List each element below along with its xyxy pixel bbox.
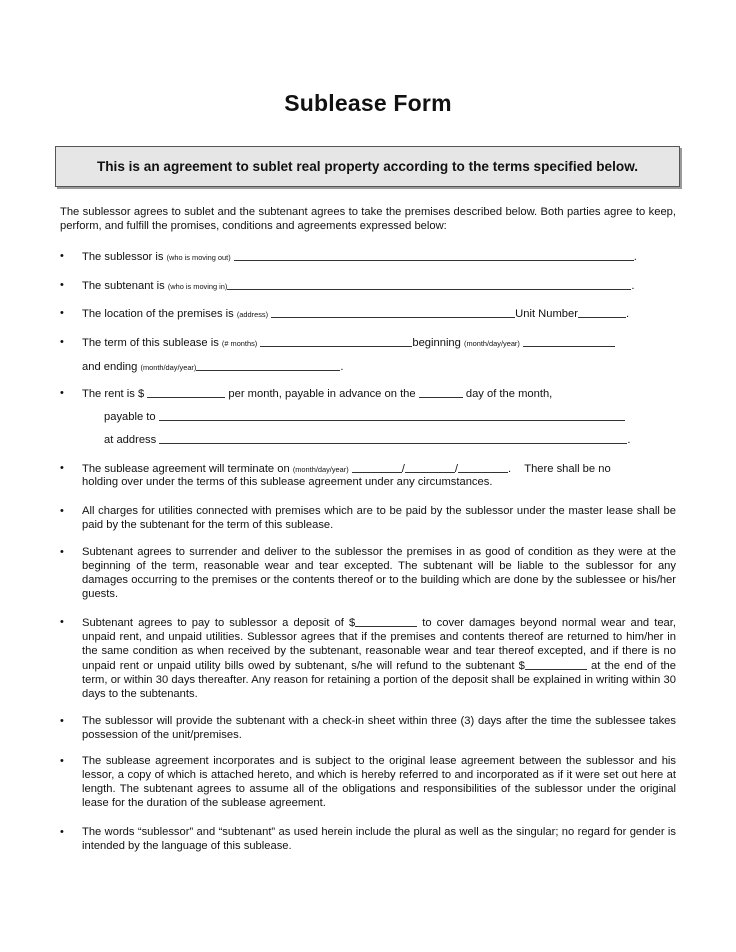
deposit-paragraph	[82, 615, 676, 701]
banner-text: This is an agreement to sublet real property according to the terms specified below.	[96, 159, 639, 174]
refund-amount-field[interactable]	[525, 659, 587, 670]
terminate-text: The sublease agreement will terminate on	[82, 463, 290, 475]
beginning-label: beginning	[412, 337, 461, 349]
beginning-date-field[interactable]	[523, 336, 615, 347]
period: .	[508, 463, 512, 475]
location-line	[82, 306, 629, 322]
payable-to-line	[104, 409, 625, 424]
bullet: •	[60, 755, 64, 767]
deposit-amount-field[interactable]	[355, 616, 417, 627]
deposit-text-a: Subtenant agrees to pay to sublessor a deposit of $	[82, 617, 356, 629]
at-address-label: at address	[104, 434, 157, 446]
ending-date-field[interactable]	[196, 360, 340, 371]
sublessor-name-field[interactable]	[234, 250, 634, 261]
deposit-text-c: at the end of the term, or within 30 days thereafter. Any reason for retaining a portion of the deposit shall be explained in writing within 30 days to the subtenants.	[82, 660, 676, 700]
bullet: •	[60, 715, 64, 727]
rent-amount-field[interactable]	[147, 387, 225, 398]
at-address-line	[104, 432, 630, 447]
payable-address-field[interactable]	[159, 433, 627, 444]
unit-label: Unit Number	[515, 308, 578, 320]
period: .	[627, 434, 631, 446]
beginning-hint: (month/day/year)	[463, 339, 520, 348]
terminate-text-end: There shall be no	[524, 463, 611, 475]
period: .	[625, 308, 630, 320]
term-line	[82, 335, 615, 351]
terminate-year-field[interactable]	[458, 462, 508, 473]
rent-mid-text: per month, payable in advance on the	[228, 388, 416, 400]
payable-to-label: payable to	[104, 411, 156, 423]
bullet: •	[60, 616, 64, 628]
bullet: •	[60, 336, 64, 348]
ending-label: and ending	[82, 361, 138, 373]
terminate-month-field[interactable]	[352, 462, 402, 473]
agreement-banner	[55, 146, 680, 187]
payable-to-field[interactable]	[159, 410, 625, 421]
bullet: •	[60, 250, 64, 262]
utilities-paragraph: All charges for utilities connected with premises which are to be paid by the sublessor under the master lease shall be paid by the subtenant for the term of this sublease.	[82, 505, 676, 531]
terminate-day-field[interactable]	[405, 462, 455, 473]
term-months-field[interactable]	[260, 336, 412, 347]
terminate-hint: (month/day/year)	[292, 465, 349, 474]
term-label: The term of this sublease is	[82, 337, 219, 349]
bullet: •	[60, 307, 64, 319]
ending-hint: (month/day/year)	[140, 363, 197, 372]
subtenant-line	[82, 278, 635, 294]
sublessor-line	[82, 249, 637, 265]
slash: /	[454, 463, 459, 475]
bullet: •	[60, 462, 64, 474]
words-paragraph: The words “sublessor” and “subtenant” as used herein include the plural as well as the singular; no regard for gender is intended by the language of this sublease.	[82, 826, 676, 852]
checkin-paragraph: The sublessor will provide the subtenant with a check-in sheet within three (3) days after the time the sublessee takes possession of the unit/premises.	[82, 715, 676, 741]
rent-day-field[interactable]	[419, 387, 463, 398]
period: .	[631, 280, 635, 292]
period: .	[340, 361, 344, 373]
page-title: Sublease Form	[284, 90, 452, 116]
ending-line	[82, 359, 343, 375]
premises-address-field[interactable]	[271, 307, 515, 318]
subtenant-hint: (who is moving in)	[167, 282, 228, 291]
surrender-paragraph: Subtenant agrees to surrender and deliver to the sublessor the premises in as good of condition as they were at the beginning of the term, reasonable wear and tear excepted. The subtenant will be liable to the sublessor for any damages occurring to the premises or the contents thereof or to the building which are done by the sublessee or his/her guests.	[82, 546, 676, 600]
period: .	[633, 251, 637, 263]
bullet: •	[60, 546, 64, 558]
intro-paragraph: The sublessor agrees to sublet and the subtenant agrees to take the premises described below. Both parties agree to keep, perform, and fulfill the promises, conditions and agreements expressed below:	[60, 206, 676, 232]
bullet: •	[60, 505, 64, 517]
bullet: •	[60, 387, 64, 399]
bullet: •	[60, 279, 64, 291]
subtenant-name-field[interactable]	[227, 279, 631, 290]
rent-end-text: day of the month,	[465, 388, 553, 400]
terminate-line-2: holding over under the terms of this sublease agreement under any circumstances.	[82, 476, 493, 488]
unit-number-field[interactable]	[578, 307, 626, 318]
rent-line	[82, 386, 552, 401]
subtenant-label: The subtenant is	[82, 280, 165, 292]
incorporates-paragraph: The sublease agreement incorporates and is subject to the original lease agreement between the sublessor and his lessor, a copy of which is attached hereto, and which is hereby referred to and incorporated as if it were set out here at length. The subtenant agrees to assume all of the obligations and responsibilities of the sublessor under the original lease for the duration of the sublease agreement.	[82, 755, 676, 809]
bullet: •	[60, 826, 64, 838]
term-hint: (# months)	[221, 339, 258, 348]
sublessor-label: The sublessor is	[82, 251, 164, 263]
location-label: The location of the premises is	[82, 308, 234, 320]
location-hint: (address)	[236, 310, 269, 319]
deposit-text-b: to cover damages beyond normal wear and tear, unpaid rent, and unpaid utilities. Sublessor agrees that if the premises and contents thereof are returned to him/her in the same condition as when received by the subtenant, reasonable wear and tear thereof excepted, and if there is no unpaid rent or unpaid utility bills owed by subtenant, s/he will refund to the subtenant $	[82, 617, 676, 672]
slash: /	[401, 463, 405, 475]
sublessor-hint: (who is moving out)	[166, 253, 231, 262]
rent-label: The rent is $	[82, 388, 145, 400]
